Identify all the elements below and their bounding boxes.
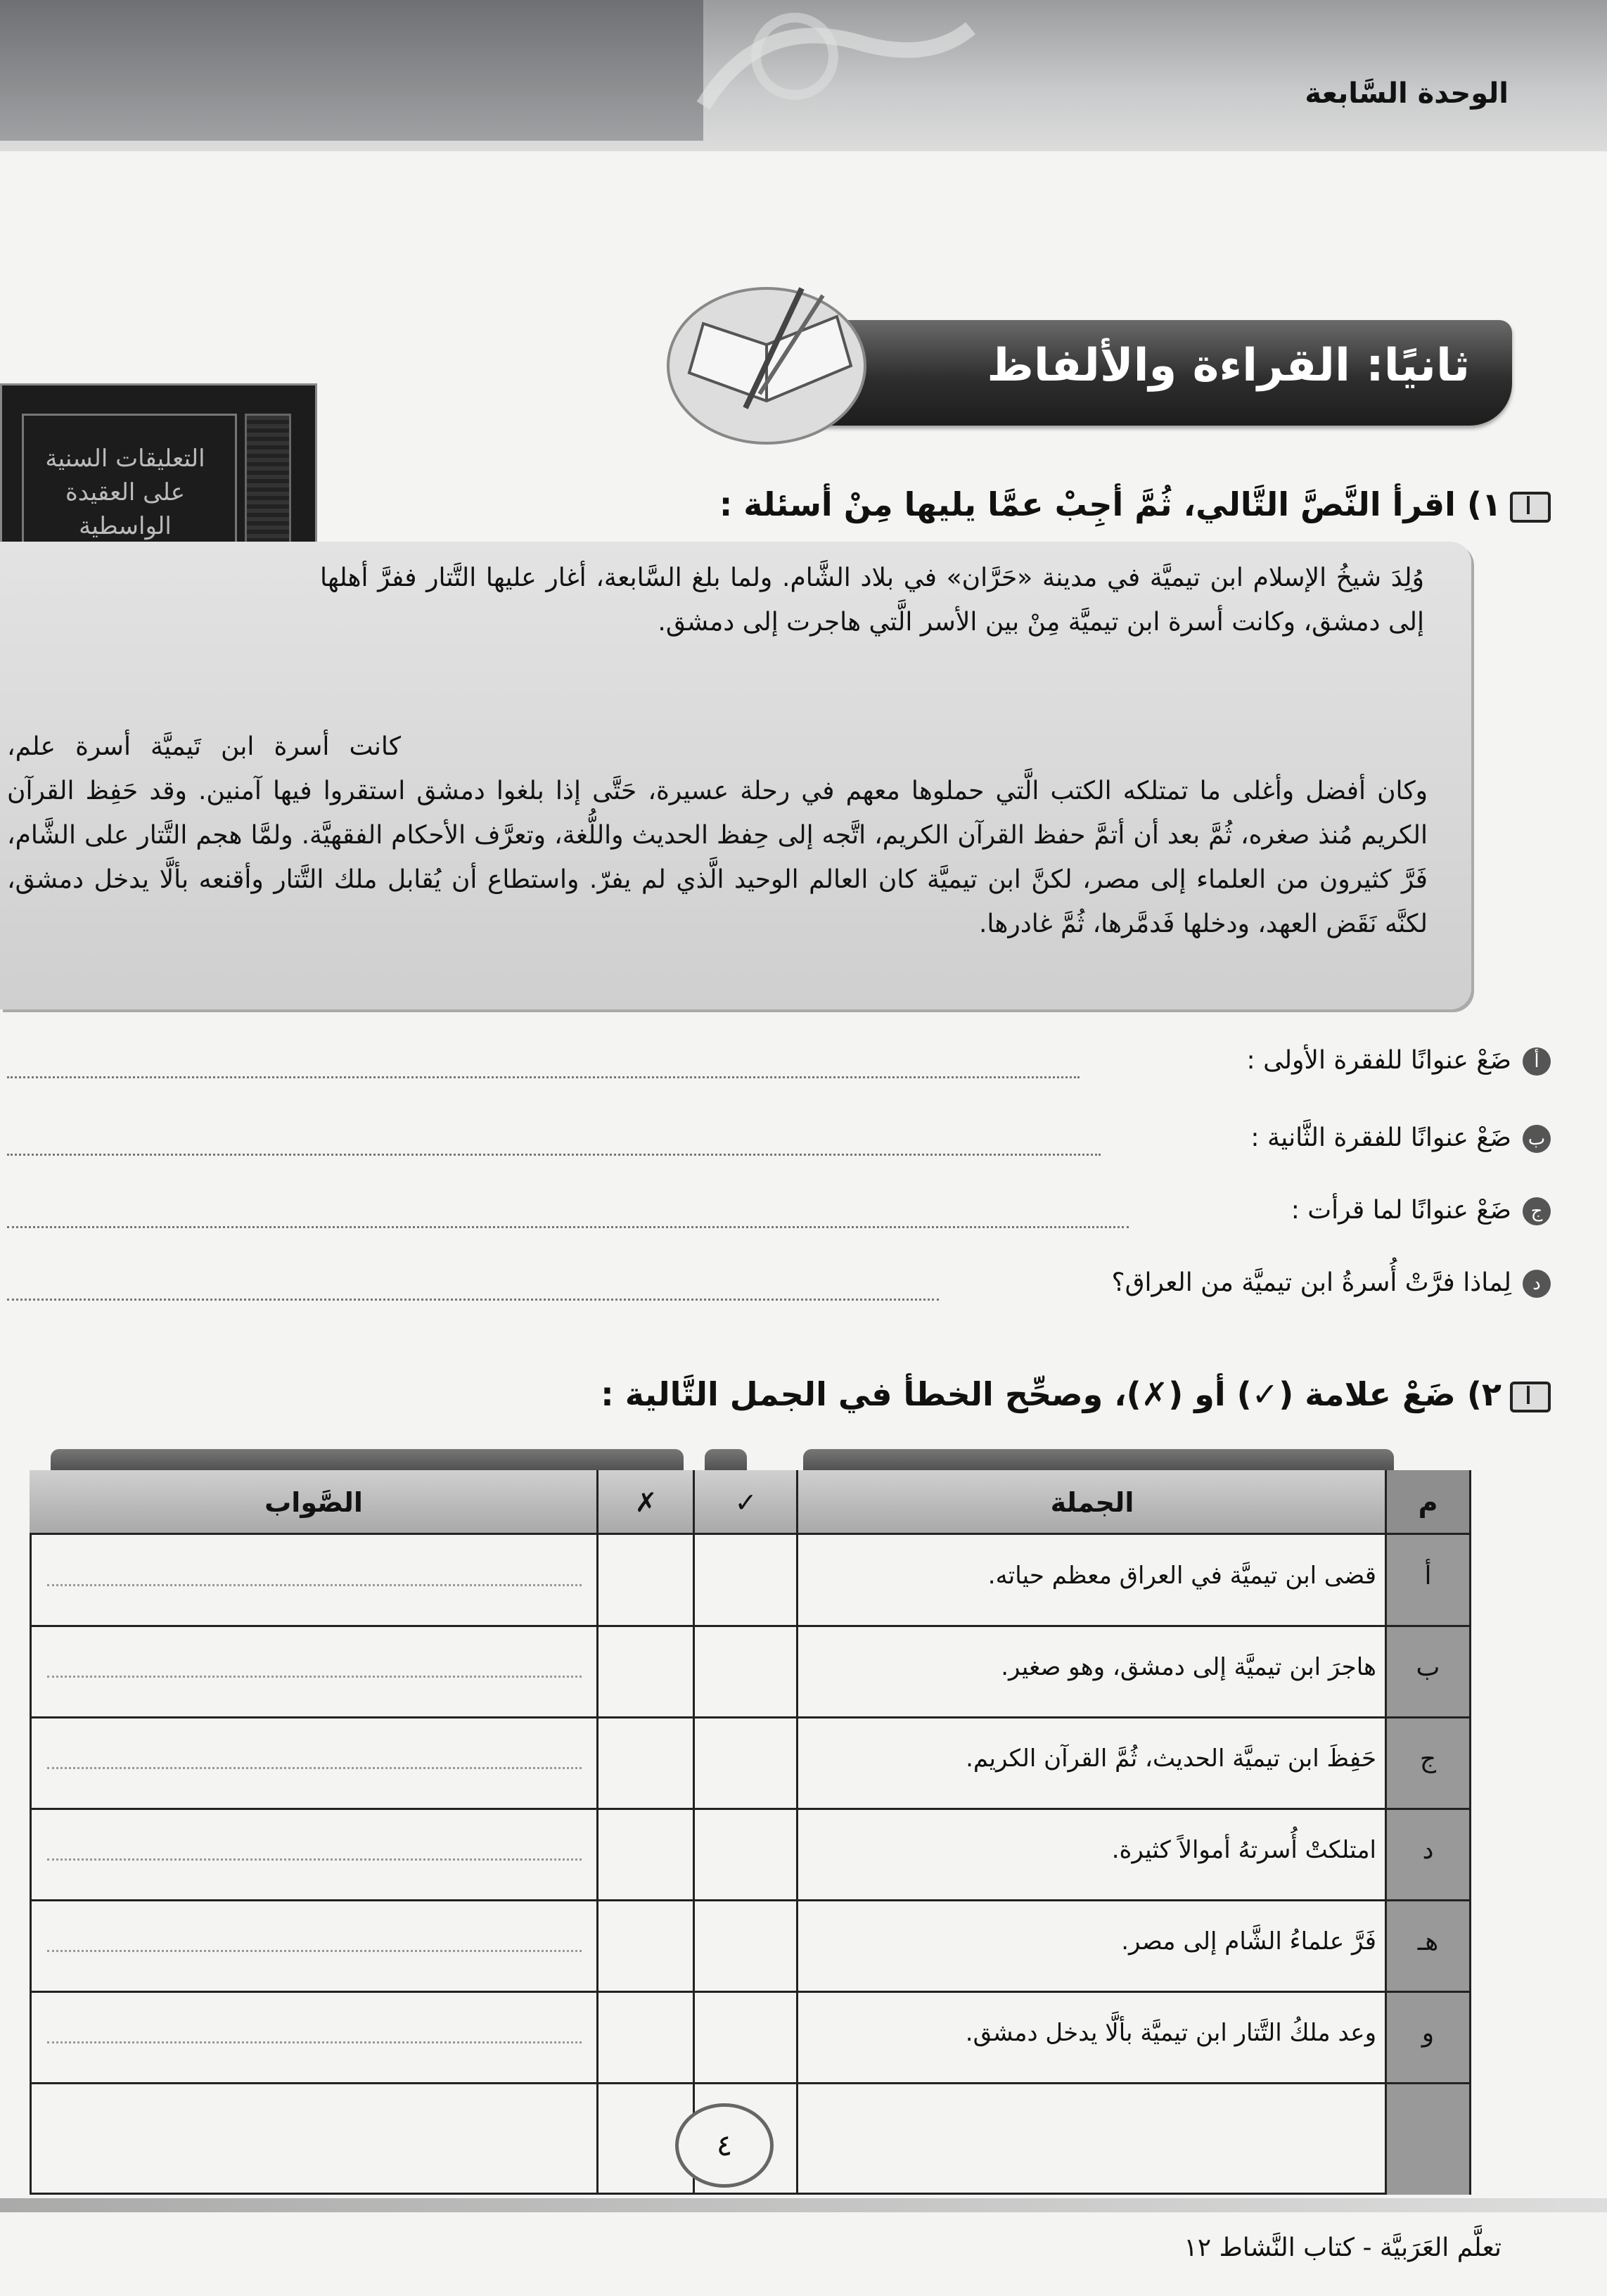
table-divider — [30, 1716, 1471, 1718]
table-divider — [796, 1470, 798, 2195]
table-divider — [30, 1991, 1471, 1993]
table-divider — [693, 1470, 695, 2195]
column-header-sentence: الجملة — [798, 1470, 1387, 1535]
q2-number: ٢) — [1466, 1375, 1502, 1413]
q2-heading-text: ضَعْ علامة (✓) أو (✗)، وصحِّح الخطأ في الجمل التَّالية : — [601, 1375, 1456, 1413]
correction-line[interactable] — [47, 1767, 582, 1769]
row-letter: و — [1421, 2019, 1435, 2048]
column-header-m: م — [1387, 1470, 1469, 1535]
answer-line[interactable] — [7, 1226, 1129, 1228]
subquestion-d — [1111, 1268, 1551, 1298]
row-sentence: وعد ملكُ التَّتار ابن تيميَّة بألَّا يدخل دمشق. — [965, 2019, 1376, 2047]
footer-book-title: تعلَّم العَرَبيَّة - كتاب النَّشاط ١٢ — [1184, 2233, 1502, 2262]
open-book-icon — [661, 267, 893, 450]
subquestion-badge: ب — [1523, 1125, 1551, 1153]
subquestion-badge: ج — [1523, 1197, 1551, 1225]
subquestion-a — [1247, 1046, 1551, 1076]
table-divider — [596, 1470, 598, 2195]
correction-line[interactable] — [47, 1676, 582, 1678]
row-sentence: فَرَّ علماءُ الشَّام إلى مصر. — [1121, 1927, 1376, 1956]
book-icon — [1510, 492, 1551, 523]
true-false-table — [30, 1470, 1471, 2195]
table-divider — [30, 1899, 1471, 1901]
answer-line[interactable] — [7, 1076, 1080, 1078]
row-sentence: امتلكتْ أُسرتهُ أموالاً كثيرة. — [1111, 1836, 1376, 1864]
subquestion-text: لِماذا فرَّتْ أُسرةُ ابن تيميَّة من العراق؟ — [1111, 1268, 1511, 1297]
subquestion-text: ضَعْ عنوانًا للفقرة الأولى : — [1246, 1046, 1511, 1075]
passage-paragraph-2 — [7, 725, 1428, 946]
correction-line[interactable] — [47, 1584, 582, 1586]
unit-title: الوحدة السَّابعة — [1305, 77, 1509, 110]
row-letter: ب — [1416, 1653, 1440, 1682]
subquestion-text: ضَعْ عنوانًا للفقرة الثَّانية : — [1250, 1123, 1511, 1152]
correction-line[interactable] — [47, 2041, 582, 2043]
subquestion-badge: أ — [1523, 1047, 1551, 1076]
table-divider — [30, 2082, 1471, 2084]
answer-line[interactable] — [7, 1299, 939, 1301]
row-letter: د — [1422, 1836, 1434, 1865]
table-divider — [30, 1625, 1471, 1627]
q2-heading — [601, 1375, 1551, 1413]
book-icon — [1510, 1382, 1551, 1412]
q1-heading-text: اقرأ النَّصَّ التَّالي، ثُمَّ أجِبْ عمَّا يليها مِنْ أسئلة : — [719, 485, 1456, 523]
row-sentence: قضى ابن تيميَّة في العراق معظم حياته. — [987, 1562, 1376, 1590]
column-header-check: ✓ — [694, 1470, 798, 1535]
answer-line[interactable] — [7, 1154, 1101, 1156]
table-divider — [30, 1808, 1471, 1810]
footer-band — [0, 2198, 1607, 2212]
q1-heading — [719, 485, 1551, 523]
passage-paragraph-2-text: كانت أسرة ابن تَيميَّة أسرة علم، وكان أفضل وأغلى ما تمتلكه الكتب الَّتي حملوها معهم في رحلة عسيرة، حَتَّى إذا بلغوا دمشق استقروا فيها آمنين. وقد حَفِظ القرآن الكريم مُنذ صغره، ثُمَّ بعد أن أتمَّ حفظ القرآن الكريم، اتَّجه إلى حِفظ الحديث واللُّغة، وتعرَّف الأحكام الفقهيَّة. ولمَّا هجم التَّتار على الشَّام، فَرَّ كثيرون من العلماء إلى مصر، لكنَّ ابن تيميَّة كان العالم الوحيد الَّذي لم يفرّ. واستطاع أن يُقابل ملك التَّتار وأقنعه بألَّا يدخل دمشق، لكنَّه نَقَض العهد، ودخلها فَدمَّرها، ثُمَّ غادرها. — [7, 732, 1428, 938]
q1-number: ١) — [1466, 485, 1502, 523]
subquestion-b — [1250, 1123, 1551, 1153]
row-letter: هـ — [1417, 1927, 1439, 1956]
section-title: ثانيًا: القراءة والألفاظ — [987, 340, 1470, 392]
row-letter: أ — [1424, 1562, 1432, 1590]
cover-title: التعليقات السنية على العقيدة الواسطية — [45, 445, 205, 540]
row-letter: ج — [1419, 1745, 1437, 1773]
subquestion-badge: د — [1523, 1270, 1551, 1298]
column-header-correction: الصَّواب — [30, 1470, 598, 1535]
row-sentence: حَفِظَ ابن تيميَّة الحديث، ثُمَّ القرآن الكريم. — [966, 1745, 1376, 1773]
page-number: ٤ — [675, 2103, 774, 2188]
passage-paragraph-1: وُلِدَ شيخُ الإسلام ابن تيميَّة في مدينة «حَرَّان» في بلاد الشَّام. ولما بلغ السَّابعة، أغار عليها التَّتار ففرَّ أهلها إلى دمشق، وكانت أسرة ابن تيميَّة مِنْ بين الأسر الَّتي هاجرت إلى دمشق. — [320, 563, 1424, 637]
row-sentence: هاجرَ ابن تيميَّة إلى دمشق، وهو صغير. — [1001, 1653, 1376, 1681]
subquestion-c — [1291, 1196, 1551, 1225]
correction-line[interactable] — [47, 1858, 582, 1861]
calligraphy-ornament-icon — [675, 0, 1027, 141]
header-band-dark — [0, 0, 703, 141]
subquestion-text: ضَعْ عنوانًا لما قرأت : — [1291, 1196, 1511, 1225]
column-header-cross: ✗ — [598, 1470, 694, 1535]
correction-line[interactable] — [47, 1950, 582, 1952]
